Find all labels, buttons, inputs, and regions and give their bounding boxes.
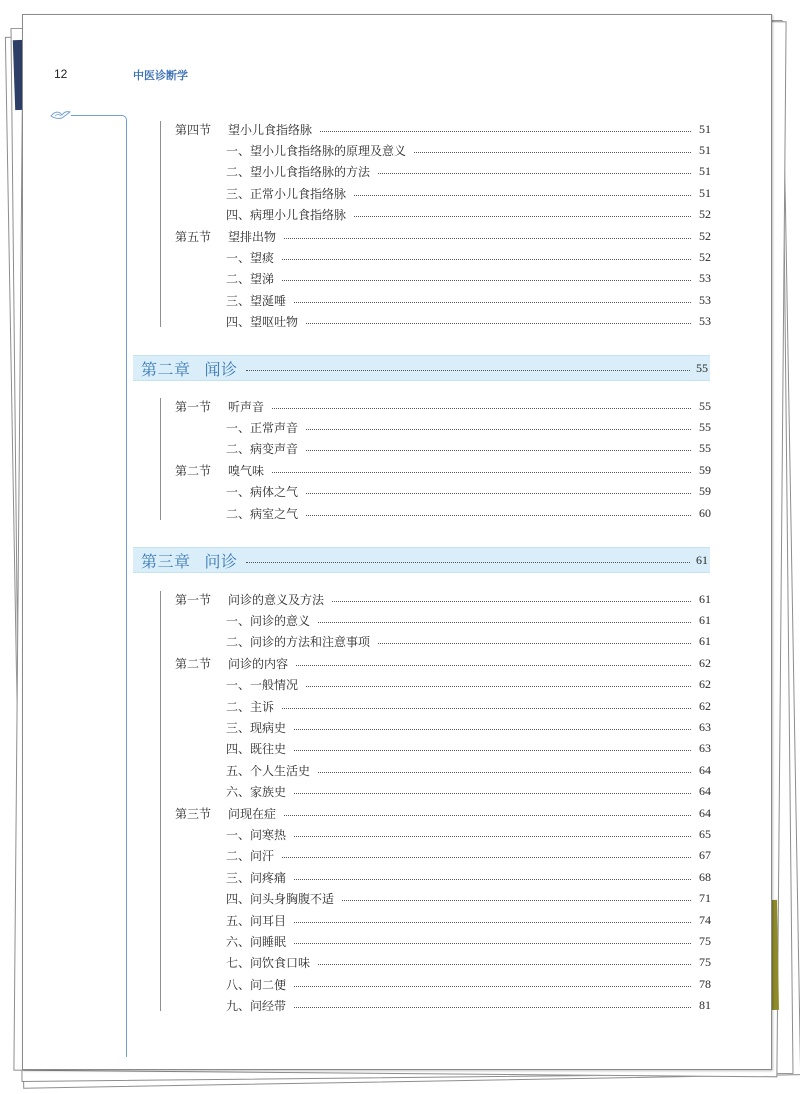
- section-number: 第四节: [175, 122, 212, 137]
- leader-dots: [378, 173, 691, 174]
- toc-entry-page: 55: [699, 441, 711, 456]
- toc-entry-label: [226, 270, 274, 287]
- toc-entry-label: [226, 612, 310, 629]
- toc-entry-page: 53: [699, 292, 711, 307]
- toc-entry-page: 64: [699, 805, 711, 820]
- toc-entry-label: [226, 890, 334, 907]
- leader-dots: [306, 493, 691, 494]
- toc-section-row[interactable]: [175, 119, 711, 139]
- toc-entry-label: [226, 783, 286, 800]
- toc-subsection-row[interactable]: [226, 846, 711, 866]
- toc-entry-page: 75: [699, 955, 711, 970]
- section-group-bar: [160, 591, 161, 1011]
- toc-entry-page: 75: [699, 933, 711, 948]
- toc-entry-page: 51: [699, 185, 711, 200]
- toc-entry-title: 九、问经带: [226, 999, 287, 1014]
- leader-dots: [318, 622, 691, 623]
- toc-entry-label: [175, 398, 264, 415]
- toc-entry-page: 78: [699, 976, 711, 991]
- toc-entry-title: 五、个人生活史: [226, 763, 311, 778]
- leader-dots: [282, 280, 691, 281]
- leader-dots: [282, 708, 691, 709]
- toc-entry-page: 59: [699, 484, 711, 499]
- leader-dots: [306, 429, 691, 430]
- toc-entry-label: [226, 206, 346, 223]
- toc-section-row[interactable]: [175, 396, 711, 416]
- toc-entry-page: 55: [699, 419, 711, 434]
- toc-entry-label: [175, 655, 288, 672]
- chapter-number: 第三章: [141, 551, 191, 571]
- toc-entry-title: 问诊的内容: [228, 656, 289, 671]
- leader-dots: [332, 601, 691, 602]
- toc-subsection-row[interactable]: [226, 760, 711, 780]
- leader-dots: [284, 238, 691, 239]
- leader-dots: [318, 964, 691, 965]
- toc-entry-title: 问诊的意义及方法: [228, 592, 325, 607]
- toc-subsection-row[interactable]: [226, 632, 711, 652]
- leader-dots: [294, 922, 691, 923]
- toc-entry-label: [226, 440, 298, 457]
- toc-entry-page: 61: [699, 634, 711, 649]
- toc-section-row[interactable]: [175, 226, 711, 246]
- toc-entry-title: 二、病变声音: [226, 442, 299, 457]
- leader-dots: [342, 900, 691, 901]
- toc-subsection-row[interactable]: [226, 931, 711, 951]
- toc-entry-page: 63: [699, 741, 711, 756]
- toc-entry-label: [226, 633, 370, 650]
- toc-entry-title: 嗅气味: [228, 463, 265, 478]
- toc-entry-page: 61: [699, 612, 711, 627]
- chapter-title: 闻诊: [204, 359, 238, 379]
- leader-dots: [282, 259, 691, 260]
- toc-entry-label: [175, 228, 276, 245]
- toc-entry-page: 62: [699, 655, 711, 670]
- toc-entry-page: 67: [699, 848, 711, 863]
- toc-entry-title: 五、问耳目: [226, 913, 287, 928]
- toc-entry-label: [226, 869, 286, 886]
- toc-entry-title: 四、问头身胸腹不适: [226, 892, 335, 907]
- book-title: 中医诊断学: [133, 69, 188, 82]
- toc-subsection-row[interactable]: [226, 140, 711, 160]
- toc-subsection-row[interactable]: [226, 312, 711, 332]
- leader-dots: [246, 370, 690, 371]
- ornament-line-horizontal: [71, 115, 121, 116]
- toc-entry-title: 二、主诉: [226, 699, 275, 714]
- toc-entry-label: [226, 954, 310, 971]
- toc-entry-title: 望小儿食指络脉: [228, 122, 313, 137]
- toc-entry-title: 三、问疼痛: [226, 870, 287, 885]
- toc-subsection-row[interactable]: [226, 417, 711, 437]
- toc-entry-label: [226, 762, 310, 779]
- toc-entry-label: [226, 249, 274, 266]
- toc-entry-label: [226, 847, 274, 864]
- leader-dots: [306, 323, 691, 324]
- toc-entry-title: 四、病理小儿食指络脉: [226, 208, 347, 223]
- leader-dots: [306, 686, 691, 687]
- toc-entry-page: 64: [699, 784, 711, 799]
- leader-dots: [246, 562, 690, 563]
- page-number: 12: [54, 67, 68, 81]
- toc-entry-title: 二、望小儿食指络脉的方法: [226, 165, 371, 180]
- toc-entry-title: 三、现病史: [226, 720, 287, 735]
- toc-entry-label: [226, 142, 406, 159]
- toc-entry-label: [226, 505, 298, 522]
- toc-entry-title: 四、既往史: [226, 742, 287, 757]
- toc-entry-title: 二、望涕: [226, 272, 275, 287]
- toc-subsection-row[interactable]: [226, 162, 711, 182]
- leader-dots: [272, 408, 691, 409]
- toc-entry-label: [226, 976, 286, 993]
- toc-entry-label: [226, 826, 286, 843]
- leader-dots: [354, 195, 691, 196]
- toc-entry-page: 53: [699, 314, 711, 329]
- toc-entry-page: 52: [699, 228, 711, 243]
- toc-entry-title: 四、望呕吐物: [226, 315, 299, 330]
- toc-section-row[interactable]: [175, 653, 711, 673]
- toc-subsection-row[interactable]: [226, 889, 711, 909]
- toc-entry-label: [226, 313, 298, 330]
- section-number: 第一节: [175, 399, 212, 414]
- leader-dots: [318, 772, 691, 773]
- toc-subsection-row[interactable]: [226, 867, 711, 887]
- section-group-bar: [160, 398, 161, 520]
- leader-dots: [294, 750, 691, 751]
- toc-entry-title: 三、望涎唾: [226, 293, 287, 308]
- toc-entry-page: 62: [699, 677, 711, 692]
- toc-entry-page: 68: [699, 869, 711, 884]
- toc-entry-title: 一、望小儿食指络脉的原理及意义: [226, 143, 407, 158]
- toc-entry-title: 三、正常小儿食指络脉: [226, 186, 347, 201]
- toc-entry-title: 二、病室之气: [226, 506, 299, 521]
- toc-entry-title: 一、病体之气: [226, 485, 299, 500]
- toc-section-row[interactable]: [175, 803, 711, 823]
- toc-entry-page: 63: [699, 719, 711, 734]
- toc-entry-title: 六、问睡眠: [226, 934, 287, 949]
- toc-entry-label: [226, 185, 346, 202]
- toc-subsection-row[interactable]: [226, 439, 711, 459]
- toc-entry-page: 52: [699, 249, 711, 264]
- toc-entry-page: 52: [699, 207, 711, 222]
- leader-dots: [294, 793, 691, 794]
- toc-entry-label: [226, 912, 286, 929]
- toc-subsection-row[interactable]: [226, 247, 711, 267]
- leader-dots: [320, 131, 691, 132]
- toc-subsection-row[interactable]: [226, 675, 711, 695]
- leader-dots: [306, 450, 691, 451]
- chapter-page: 55: [696, 360, 708, 375]
- toc-subsection-row[interactable]: [226, 824, 711, 844]
- leader-dots: [294, 879, 691, 880]
- toc-subsection-row[interactable]: [226, 269, 711, 289]
- toc-subsection-row[interactable]: [226, 717, 711, 737]
- toc-subsection-row[interactable]: [226, 205, 711, 225]
- section-number: 第三节: [175, 806, 212, 821]
- section-number: 第五节: [175, 229, 212, 244]
- toc-entry-label: [226, 676, 298, 693]
- toc-entry-title: 二、问汗: [226, 849, 275, 864]
- leader-dots: [294, 836, 691, 837]
- toc-entry-page: 51: [699, 121, 711, 136]
- toc-entry-label: [226, 163, 370, 180]
- toc-entry-page: 64: [699, 762, 711, 777]
- toc-entry-label: [226, 719, 286, 736]
- toc-entry-title: 一、正常声音: [226, 420, 299, 435]
- toc-entry-title: 二、问诊的方法和注意事项: [226, 635, 371, 650]
- leader-dots: [294, 1007, 691, 1008]
- toc-entry-page: 61: [699, 591, 711, 606]
- toc-entry-label: [226, 740, 286, 757]
- ornament-line-vertical: [126, 122, 127, 1057]
- toc-section-row[interactable]: [175, 460, 711, 480]
- toc-subsection-row[interactable]: [226, 996, 711, 1016]
- leader-dots: [272, 472, 691, 473]
- toc-entry-label: [226, 483, 298, 500]
- section-number: 第一节: [175, 592, 212, 607]
- toc-entry-page: 65: [699, 826, 711, 841]
- toc-entry-label: [226, 419, 298, 436]
- toc-entry-label: [226, 292, 286, 309]
- leader-dots: [306, 515, 691, 516]
- toc-entry-label: [175, 805, 276, 822]
- toc-entry-page: 74: [699, 912, 711, 927]
- toc-entry-title: 一、问诊的意义: [226, 613, 311, 628]
- leader-dots: [378, 643, 691, 644]
- toc-subsection-row[interactable]: [226, 482, 711, 502]
- toc-entry-page: 59: [699, 462, 711, 477]
- section-number: 第二节: [175, 656, 212, 671]
- toc-entry-page: 51: [699, 142, 711, 157]
- toc-subsection-row[interactable]: [226, 183, 711, 203]
- toc-entry-title: 一、一般情况: [226, 678, 299, 693]
- toc-entry-page: 60: [699, 505, 711, 520]
- leader-dots: [296, 665, 691, 666]
- toc-entry-label: [226, 698, 274, 715]
- toc-entry-title: 七、问饮食口味: [226, 956, 311, 971]
- toc-entry-label: [226, 997, 286, 1014]
- toc-subsection-row[interactable]: [226, 610, 711, 630]
- toc-entry-title: 一、问寒热: [226, 827, 287, 842]
- toc-entry-label: [175, 462, 264, 479]
- section-number: 第二节: [175, 463, 212, 478]
- leader-dots: [294, 943, 691, 944]
- toc-entry-page: 71: [699, 891, 711, 906]
- toc-entry-title: 八、问二便: [226, 977, 287, 992]
- leader-dots: [414, 152, 691, 153]
- toc-entry-label: [226, 933, 286, 950]
- chapter-title: 问诊: [204, 551, 238, 571]
- toc-subsection-row[interactable]: [226, 910, 711, 930]
- leader-dots: [294, 302, 691, 303]
- chapter-heading[interactable]: [133, 547, 710, 573]
- chapter-page: 61: [696, 552, 708, 567]
- toc-entry-page: 51: [699, 164, 711, 179]
- toc-entry-page: 55: [699, 398, 711, 413]
- toc-page: [22, 14, 772, 1070]
- toc-entry-title: 六、家族史: [226, 785, 287, 800]
- leader-dots: [284, 815, 691, 816]
- leader-dots: [294, 986, 691, 987]
- leader-dots: [354, 216, 691, 217]
- toc-entry-page: 53: [699, 271, 711, 286]
- bird-ornament-icon: [49, 107, 71, 123]
- toc-subsection-row[interactable]: [226, 290, 711, 310]
- toc-section-row[interactable]: [175, 589, 711, 609]
- toc-entry-title: 问现在症: [228, 806, 277, 821]
- toc-subsection-row[interactable]: [226, 974, 711, 994]
- toc-entry-title: 听声音: [228, 399, 265, 414]
- section-group-bar: [160, 121, 161, 327]
- chapter-number: 第二章: [141, 359, 191, 379]
- toc-subsection-row[interactable]: [226, 739, 711, 759]
- toc-entry-label: [175, 591, 324, 608]
- toc-subsection-row[interactable]: [226, 696, 711, 716]
- toc-entry-title: 望排出物: [228, 229, 277, 244]
- toc-subsection-row[interactable]: [226, 953, 711, 973]
- toc-entry-label: [175, 121, 312, 138]
- leader-dots: [294, 729, 691, 730]
- toc-entry-page: 62: [699, 698, 711, 713]
- toc-entry-title: 一、望痰: [226, 250, 275, 265]
- toc-subsection-row[interactable]: [226, 503, 711, 523]
- toc-subsection-row[interactable]: [226, 782, 711, 802]
- chapter-heading[interactable]: [133, 355, 710, 381]
- toc-entry-page: 81: [699, 998, 711, 1013]
- leader-dots: [282, 857, 691, 858]
